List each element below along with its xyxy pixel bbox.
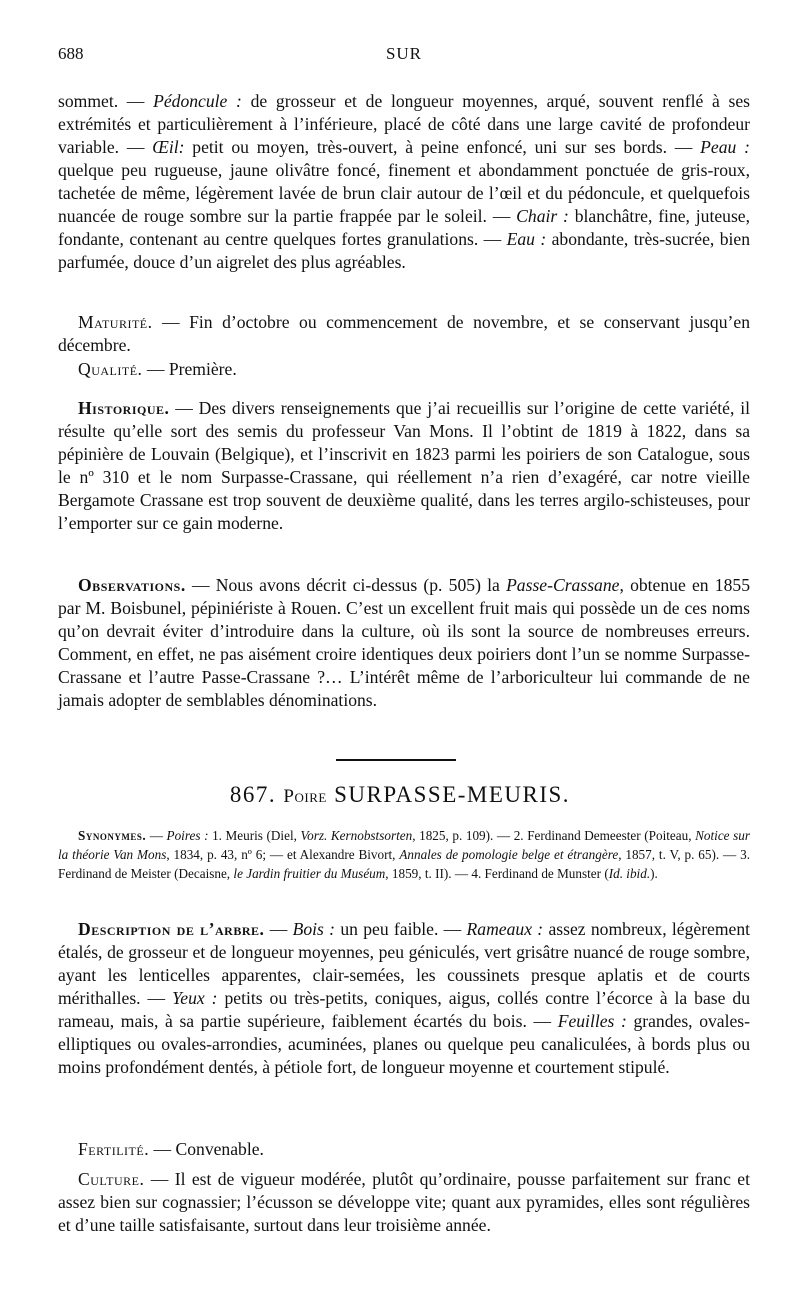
peau-label: Peau : bbox=[700, 137, 750, 157]
maturite-section: Maturité. — Fin d’octobre ou commencement de novembre, et se conservant jusqu’en décembre. bbox=[58, 312, 750, 355]
running-title: SUR bbox=[385, 44, 423, 63]
culture-section: Culture. — Il est de vigueur modérée, plutôt qu’ordinaire, pousse parfaitement sur franc et assez bien sur cognassier; l’écusson se développe vite; quant aux pyramides, elles sont régulières et d’une taille satisfaisante, surtout dans leur troisième année. bbox=[58, 1169, 750, 1235]
oeil-label: Œil: bbox=[152, 137, 185, 157]
variety-name: SURPASSE-MEURIS. bbox=[334, 782, 571, 807]
passe-crassane-ref: Passe-Crassane bbox=[506, 575, 620, 595]
maturite-label: Maturité. bbox=[78, 312, 153, 332]
description-heading: Description de l’arbre. bbox=[78, 919, 265, 939]
page-number: 688 bbox=[58, 44, 84, 63]
section-divider bbox=[336, 759, 456, 761]
running-header bbox=[58, 44, 750, 68]
culture-label: Culture. bbox=[78, 1169, 145, 1189]
variety-genus: Poire bbox=[283, 786, 327, 807]
description-arbre-section: Description de l’arbre. — Bois : un peu faible. — Rameaux : assez nombreux, légèrement étalés, de grosseur et de longueur moyennes, peu géniculés, vert grisâtre nuancé de rouge sombre, ayant les lenticelles apparentes, clair-semées, les coussinets presque aplatis et de courts mérithalles. — Yeux : petits ou très-petits, coniques, aigus, collés contre l’écorce à la base du rameau, mais, à sa partie supérieure, faiblement écartés du bois. — Feuilles : grandes, ovales-elliptiques ou ovales-arrondies, acuminées, planes ou quelque peu canaliculées, à bords plus ou moins profondément dentés, à pétiole fort, de longueur moyenne et courtement stipulé. bbox=[58, 919, 751, 1077]
variety-title bbox=[0, 782, 800, 808]
qualite-section: Qualité. — Première. bbox=[78, 359, 237, 379]
fruit-description-paragraph: sommet. — Pédoncule : de grosseur et de longueur moyennes, arqué, souvent renflé à ses extrémités et particulièrement à l’inférieure, placé de côté dans une large cavité de profondeur variable. — Œil: petit ou moyen, très-ouvert, à peine enfoncé, uni sur ses bords. — Peau : quelque peu rugueuse, jaune olivâtre foncé, finement et abondamment ponctuée de gris-roux, tachetée de même, légèrement lavée de brun clair autour de l’œil et du pédoncule, et quelquefois nuancée de rouge sombre sur la partie frappée par le soleil. — Chair : blanchâtre, fine, juteuse, fondante, contenant au centre quelques fortes granulations. — Eau : abondante, très-sucrée, bien parfumée, douce d’un aigrelet des plus agréables. bbox=[58, 91, 751, 272]
pedoncule-label: Pédoncule : bbox=[153, 91, 242, 111]
variety-number: 867. bbox=[229, 782, 277, 807]
fertilite-section: Fertilité. — Convenable. bbox=[78, 1139, 264, 1159]
historique-section: Historique. — Des divers renseignements que j’ai recueillis sur l’origine de cette variété, il résulte qu’elle sort des semis du professeur Van Mons. Il l’obtint de 1819 à 1822, dans sa pépinière de Louvain (Belgique), et l’inscrivit en 1823 parmi les poiriers de son Catalogue, sous le nº 310 et le nom Surpasse-Crassane, qui réellement n’a rien d’exagéré, car notre vieille Bergamote Crassane est trop souvent de deuxième qualité, dans les terres argilo-schisteuses, pour l’emporter sur ce gain moderne. bbox=[58, 398, 750, 533]
synonymes-heading: Synonymes. bbox=[78, 828, 147, 843]
observations-heading: Observations. bbox=[78, 575, 186, 595]
fertilite-label: Fertilité. bbox=[78, 1139, 150, 1159]
eau-label: Eau : bbox=[506, 229, 547, 249]
qualite-label: Qualité. bbox=[78, 359, 143, 379]
synonymes-section: Synonymes. — Poires : 1. Meuris (Diel, Vorz. Kernobstsorten, 1825, p. 109). — 2. Ferdinand Demeester (Poiteau, Notice sur la théorie Van Mons, 1834, p. 43, nº 6; — et Alexandre Bivort, Annales de pomologie belge et étrangère, 1857, t. V, p. 65). — 3. Ferdinand de Meister (Decaisne, le Jardin fruitier du Muséum, 1859, t. II). — 4. Ferdinand de Munster (Id. ibid.). bbox=[58, 828, 750, 881]
pear-description-continuation bbox=[58, 90, 750, 274]
historique-heading: Historique. bbox=[78, 398, 170, 418]
chair-label: Chair : bbox=[516, 206, 569, 226]
observations-section: Observations. — Nous avons décrit ci-dessus (p. 505) la Passe-Crassane, obtenue en 1855 par M. Boisbunel, pépiniériste à Rouen. C’est un excellent fruit mais qui possède un de ces noms qu’on devrait éviter d’introduire dans la culture, où ils sont la source de nombreuses erreurs. Comment, en effet, ne pas aisément croire identiques deux poiriers dont l’un se nomme Surpasse-Crassane et l’autre Passe-Crassane ?… L’intérêt même de l’arboriculteur lui commande de ne jamais adopter de semblables dénominations. bbox=[58, 575, 750, 710]
